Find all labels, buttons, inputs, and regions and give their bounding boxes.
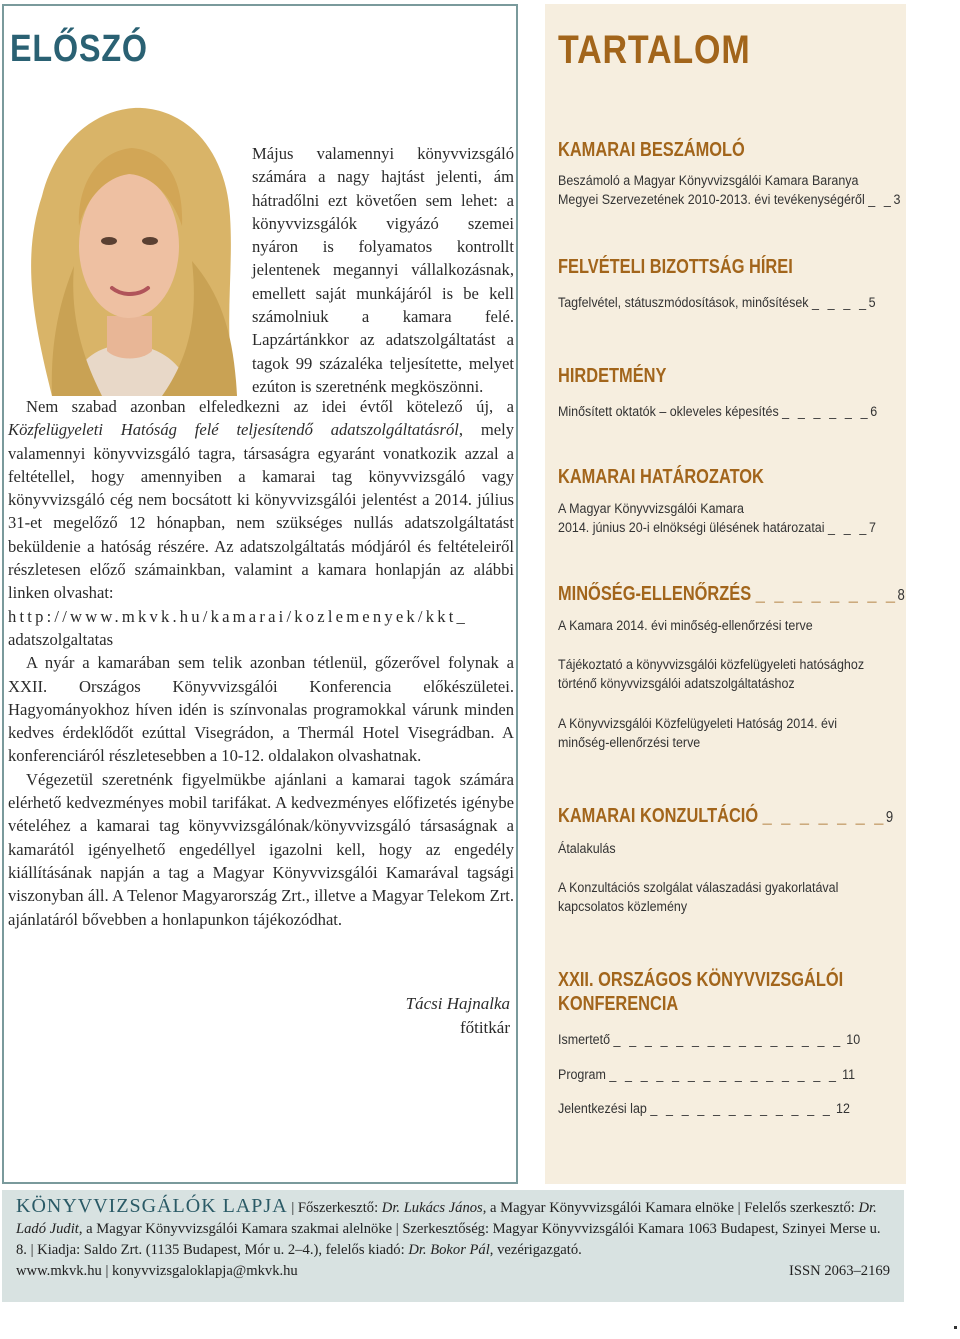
toc-entry-text: 2014. június 20-i elnökségi ülésének határozatai	[558, 520, 825, 536]
toc-page-number: 9	[885, 809, 894, 826]
toc-page-number: 3	[893, 192, 901, 208]
toc-entry-text: Jelentkezési lap	[558, 1101, 647, 1117]
toc-section-head[interactable]: FELVÉTELI BIZOTTSÁG HÍREI	[558, 256, 793, 278]
toc-entry-text: Tagfelvétel, státuszmódosítások, minősítések	[558, 295, 809, 311]
toc-section-head[interactable]: KAMARAI BESZÁMOLÓ	[558, 139, 745, 161]
toc-entry[interactable]	[558, 294, 876, 313]
toc-entry[interactable]	[558, 519, 876, 538]
paragraph-adatszolgaltatas	[8, 395, 514, 605]
toc-entry-text: Minősített oktatók – okleveles képesítés	[558, 404, 779, 420]
author-photo	[12, 96, 244, 396]
page-mark	[954, 1326, 957, 1329]
toc-entry[interactable]	[558, 1031, 860, 1050]
chamber-link[interactable]: http://www.mkvk.hu/kamarai/kozlemenyek/kkt_	[8, 606, 469, 626]
toc-entry[interactable]: minőség-ellenőrzési terve	[558, 735, 701, 751]
email-link[interactable]: konyvvizsgaloklapja@mkvk.hu	[112, 1263, 298, 1279]
publisher-name: Dr. Bokor Pál	[408, 1242, 490, 1258]
toc-page-number: 5	[868, 295, 876, 311]
toc-leader: _ _ _ _ _ _ _ _ _ _ _ _	[650, 1101, 833, 1117]
issn-number: ISSN 2063–2169	[789, 1263, 890, 1279]
foreword-body	[8, 395, 514, 931]
signature-title: főtitkár	[459, 1018, 510, 1037]
chamber-link-cont[interactable]: adatszolgaltatas	[8, 629, 114, 649]
toc-section-head[interactable]: HIRDETMÉNY	[558, 365, 667, 387]
toc-entry[interactable]: Tájékoztató a könyvvizsgálói közfelügyeleti hatósághoz	[558, 657, 865, 673]
toc-entry[interactable]	[558, 1100, 850, 1119]
toc-entry[interactable]: Átalakulás	[558, 841, 616, 857]
managing-editor-name: Dr. Ladó Judit	[16, 1200, 877, 1237]
toc-section-head[interactable]	[558, 582, 905, 608]
managing-editor-label: Felelős szerkesztő:	[744, 1200, 855, 1216]
paragraph-mobil-tarifa: Végezetül szeretnénk figyelmükbe ajánlani a kamarai tagok számára elérhető kedvezményes mobil tarifákat. A kedvezményes előfizetés igénybe vételéhez a kamarai tag könyvvizsgálónak/könyvvizsgáló társaságnak a kamarától igényelhető engedéllyel igazolni kell, hogy az engedély kiállításának napján a tag a Magyar Könyvvizsgálói Kamarával tagsági viszonyban áll. A Telenor Magyarország Zrt., illetve a Magyar Telekom Zrt. ajánlatáról bővebben a honlapunkon tájékozódhat.	[8, 769, 514, 929]
toc-section-head[interactable]: XXII. ORSZÁGOS KÖNYVVIZSGÁLÓI	[558, 969, 844, 991]
publisher-role: , vezérigazgató.	[489, 1242, 582, 1258]
toc-leader: _ _ _ _ _ _ _	[762, 805, 886, 827]
publisher: Kiadja: Saldo Zrt. (1135 Budapest, Mór u. 2–4.), felelős kiadó:	[37, 1242, 405, 1258]
toc-section-head[interactable]	[558, 804, 893, 830]
paragraph-text: , mely valamennyi könyvvizsgáló tagra, társaságra egyaránt vonatkozik azzal a feltétellel, hogy amennyiben a kamarai tag könyvvizsgáló vagy könyvvizsgáló cég nem bocsátott ki könyvvizsgálói jelentést a 2014. július 31-et megelőző 12 hónapban, nem szükséges nullás adatszolgáltatást beküldenie a hatóság részére. Az adatszolgáltatás módjáról és feltételeiről részletesen előző számainkban, valamint a kamara honlapján az alábbi linken olvashat:	[8, 420, 514, 603]
toc-entry-text: Ismertető	[558, 1032, 611, 1048]
toc-entry[interactable]: A Könyvvizsgálói Közfelügyeleti Hatóság 2014. évi	[558, 716, 838, 732]
toc-section-head[interactable]: KAMARAI HATÁROZATOK	[558, 466, 764, 488]
toc-section-title: MINŐSÉG-ELLENŐRZÉS	[558, 583, 752, 605]
editor-in-chief-role: , a Magyar Könyvvizsgálói Kamara elnöke	[482, 1200, 734, 1216]
toc-entry[interactable]: Beszámoló a Magyar Könyvvizsgálói Kamara Baranya	[558, 173, 859, 189]
toc-leader: _ _ _ _	[811, 295, 869, 311]
toc-entry[interactable]: kapcsolatos közlemény	[558, 899, 688, 915]
toc-entry[interactable]: A Kamara 2014. évi minőség-ellenőrzési terve	[558, 618, 813, 634]
toc-section-title: KAMARAI KONZULTÁCIÓ	[558, 805, 759, 827]
toc-entry[interactable]	[558, 1066, 855, 1085]
editorial-office: Szerkesztőség: Magyar Könyvvizsgálói Kamara 1063 Budapest, Szinyei Merse u. 8.	[16, 1221, 881, 1258]
toc-page-number: 6	[870, 404, 878, 420]
toc-title: TARTALOM	[558, 28, 751, 72]
toc-page-number: 11	[842, 1067, 856, 1083]
toc-entry[interactable]: A Konzultációs szolgálat válaszadási gyakorlatával	[558, 880, 839, 896]
paragraph-konferencia: A nyár a kamarában sem telik azonban tétlenül, gőzerővel folynak a XXII. Országos Könyvvizsgálói Konferencia előkészületei. Hagyományokhoz híven idén is színvonalas programokkal várunk minden kedves érdeklődőt ezúttal Visegrádon, a Thermál Hotel Visegrádban. A konferenciáról részletesebben a 10-12. oldalakon olvashatnak.	[8, 653, 514, 766]
toc-entry[interactable]	[558, 403, 877, 422]
managing-editor-role: , a Magyar Könyvvizsgálói Kamara szakmai alelnöke	[78, 1221, 393, 1237]
toc-page-number: 7	[868, 520, 876, 536]
foreword-intro-text: Május valamennyi könyvvizsgáló számára a nagy hajtást jelenti, ám hátradőlni ezt követően sem lehet: a könyvvizsgálók vigyázó szemei nyáron is folyamatos kontrollt jelentenek megannyi vállalkozásnak, emellett saját munkájáról is be kell számolniuk a kamara felé. Lapzártánkkor az adatszolgáltatást a tagok 99 százaléka teljesítette, melyet ezúton is szeretnénk megköszönni.	[252, 144, 514, 396]
toc-entry[interactable]: történő könyvvizsgálói adatszolgáltatáshoz	[558, 676, 795, 692]
editor-in-chief-label: Főszerkesztő:	[297, 1200, 379, 1216]
toc-page-number: 8	[897, 587, 905, 604]
toc-entry-text: Megyei Szervezetének 2010-2013. évi tevékenységéről	[558, 192, 865, 208]
toc-leader: _ _	[868, 192, 894, 208]
toc-entry[interactable]	[558, 191, 900, 210]
website-link[interactable]: www.mkvk.hu	[16, 1263, 102, 1279]
signature	[406, 992, 510, 1040]
toc-section-head[interactable]: KONFERENCIA	[558, 993, 679, 1015]
masthead-footer: KÖNYVVIZSGÁLÓK LAPJA | Főszerkesztő: Dr. Lukács János, a Magyar Könyvvizsgálói Kamara elnöke | Felelős szerkesztő: Dr. Ladó Judit, a Magyar Könyvvizsgálói Kamara szakmai alelnöke | Szerkesztőség: Magyar Könyvvizsgálói Kamara 1063 Budapest, Szinyei Merse u. 8. | Kiadja: Saldo Zrt. (1135 Budapest, Mór u. 2–4.), felelős kiadó: Dr. Bokor Pál, vezérigazgató. www.mkvk.hu | konyvvizsgaloklapja@mkvk.hu ISSN 2063–2169	[2, 1190, 904, 1302]
foreword-title: ELŐSZÓ	[10, 28, 148, 70]
toc-leader: _ _ _ _ _ _ _ _ _ _ _ _ _ _ _	[609, 1067, 839, 1083]
toc-page-number: 12	[835, 1101, 850, 1117]
toc-leader: _ _ _ _ _ _	[782, 404, 871, 420]
paragraph-text: Nem szabad azonban elfeledkezni az idei évtől kötelező új, a	[26, 397, 514, 416]
toc-entry-text: Program	[558, 1067, 606, 1083]
toc-leader: _ _ _	[828, 520, 869, 536]
toc-page-number: 10	[846, 1032, 861, 1048]
authority-reference: Közfelügyeleti Hatóság felé teljesítendő adatszolgáltatásról	[8, 420, 459, 440]
signature-name: Tácsi Hajnalka	[405, 994, 510, 1013]
toc-leader: _ _ _ _ _ _ _ _	[755, 583, 898, 605]
editor-in-chief-name: Dr. Lukács János	[381, 1200, 483, 1216]
journal-name: KÖNYVVIZSGÁLÓK LAPJA	[16, 1195, 288, 1217]
toc-leader: _ _ _ _ _ _ _ _ _ _ _ _ _ _ _	[613, 1032, 843, 1048]
toc-entry[interactable]: A Magyar Könyvvizsgálói Kamara	[558, 501, 744, 517]
